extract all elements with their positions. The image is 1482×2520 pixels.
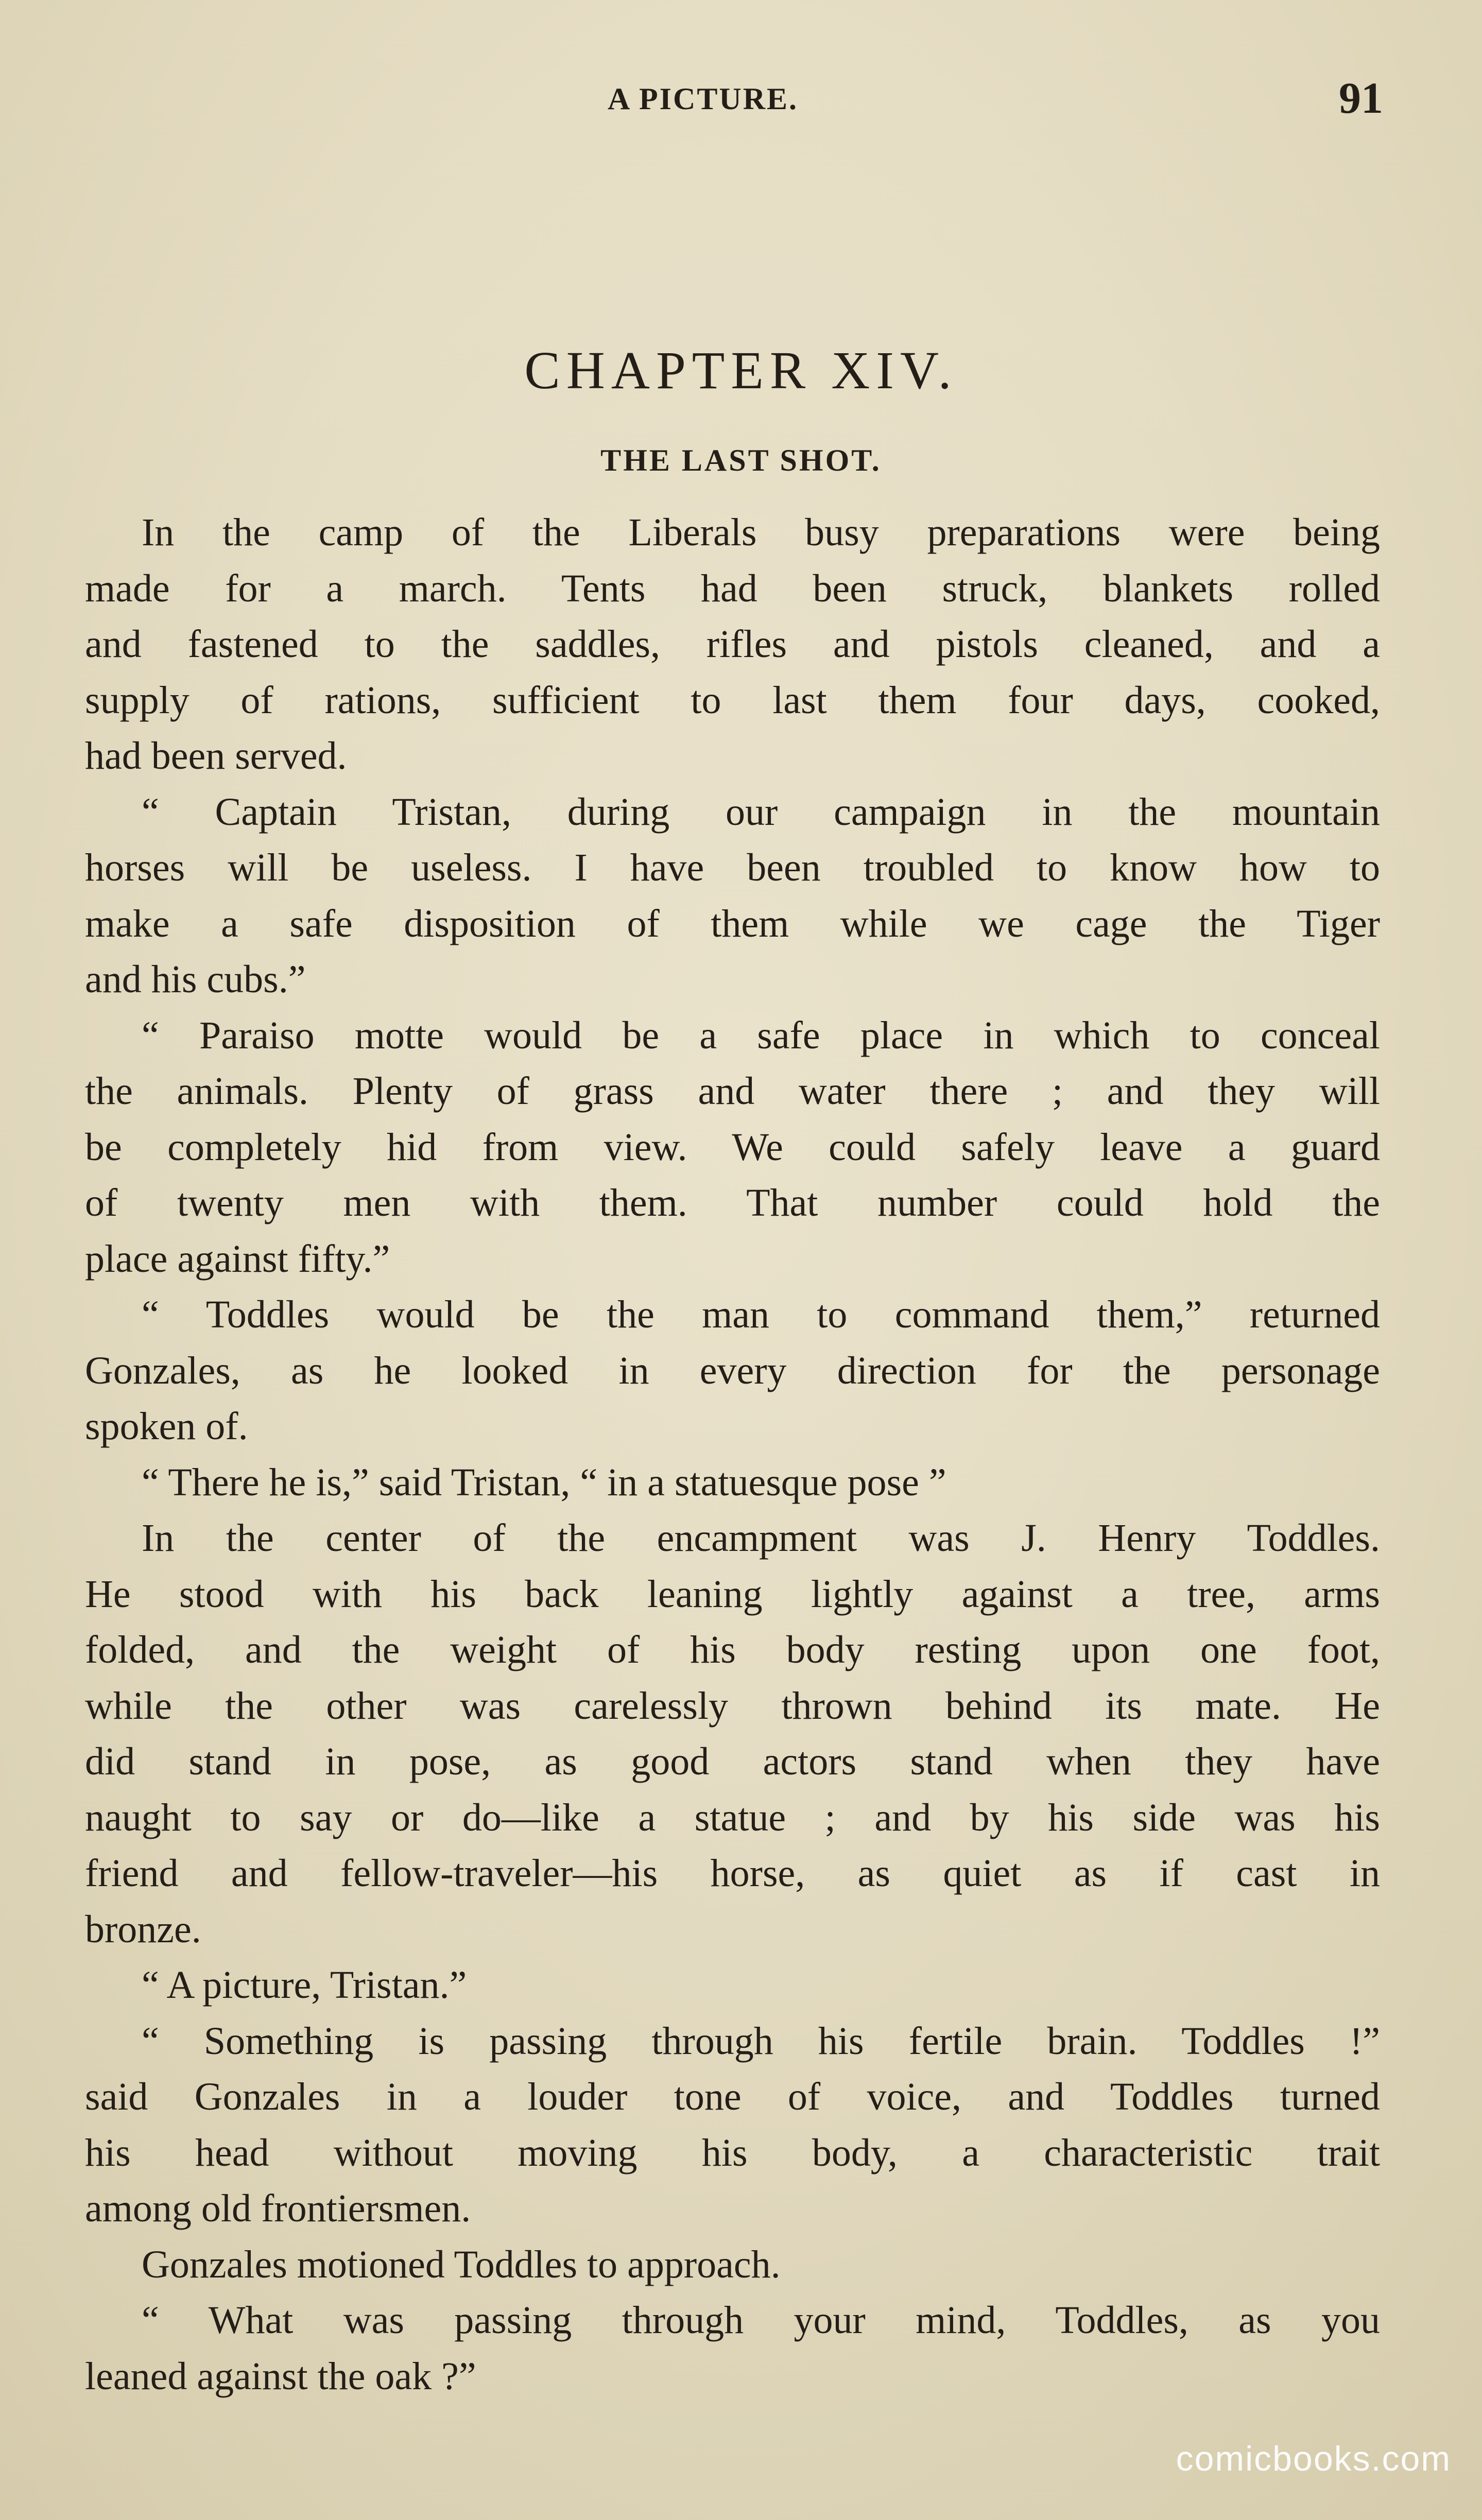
- text-line: “ What was passing through your mind, Toddles, as you: [142, 2299, 1380, 2342]
- text-line: Gonzales, as he looked in every direction for the personage: [85, 1349, 1380, 1392]
- running-title: A PICTURE.: [608, 82, 799, 116]
- text-line: “ There he is,” said Tristan, “ in a statuesque pose ”: [142, 1460, 946, 1504]
- text-line: In the camp of the Liberals busy preparations were being: [142, 511, 1380, 554]
- text-line: “ A picture, Tristan.”: [142, 1963, 467, 2007]
- text-line: the animals. Plenty of grass and water there ; and they will: [85, 1069, 1380, 1113]
- text-line: his head without moving his body, a characteristic trait: [85, 2131, 1380, 2174]
- text-line: “ Toddles would be the man to command them,” returned: [142, 1293, 1380, 1336]
- chapter-title: CHAPTER XIV.: [524, 341, 958, 400]
- text-line: supply of rations, sufficient to last them four days, cooked,: [85, 678, 1380, 722]
- text-line: “ Something is passing through his fertile brain. Toddles !”: [142, 2019, 1380, 2063]
- text-line: said Gonzales in a louder tone of voice, and Toddles turned: [85, 2075, 1380, 2118]
- text-line: leaned against the oak ?”: [85, 2354, 476, 2398]
- text-line: horses will be useless. I have been troubled to know how to: [85, 846, 1380, 889]
- text-line: make a safe disposition of them while we cage the Tiger: [85, 902, 1380, 945]
- chapter-subtitle: THE LAST SHOT.: [600, 443, 882, 477]
- text-line: among old frontiersmen.: [85, 2187, 471, 2230]
- text-line: while the other was carelessly thrown behind its mate. He: [85, 1684, 1380, 1728]
- text-line: and fastened to the saddles, rifles and pistols cleaned, and a: [85, 623, 1380, 666]
- text-line: “ Captain Tristan, during our campaign in the mountain: [142, 790, 1380, 834]
- text-line: be completely hid from view. We could safely leave a guard: [85, 1125, 1380, 1169]
- watermark: comicbooks.com: [1176, 2439, 1451, 2478]
- text-line: folded, and the weight of his body resting upon one foot,: [85, 1628, 1380, 1671]
- text-line: did stand in pose, as good actors stand when they have: [85, 1740, 1380, 1783]
- running-head: [0, 72, 1482, 134]
- text-line: bronze.: [85, 1907, 201, 1951]
- chapter-body-text: [85, 505, 1380, 2404]
- page-number: 91: [1339, 73, 1383, 123]
- text-line: of twenty men with them. That number could hold the: [85, 1181, 1380, 1224]
- text-line: made for a march. Tents had been struck, blankets rolled: [85, 566, 1380, 610]
- text-line: spoken of.: [85, 1405, 248, 1448]
- text-line: friend and fellow-traveler—his horse, as quiet as if cast in: [85, 1852, 1380, 1895]
- text-line: In the center of the encampment was J. Henry Toddles.: [142, 1516, 1380, 1560]
- text-line: He stood with his back leaning lightly against a tree, arms: [85, 1572, 1380, 1616]
- text-line: “ Paraiso motte would be a safe place in which to conceal: [142, 1013, 1380, 1057]
- text-line: naught to say or do—like a statue ; and by his side was his: [85, 1796, 1380, 1839]
- text-line: had been served.: [85, 734, 347, 778]
- text-line: Gonzales motioned Toddles to approach.: [142, 2242, 781, 2286]
- text-line: and his cubs.”: [85, 958, 306, 1001]
- text-line: place against fifty.”: [85, 1237, 390, 1281]
